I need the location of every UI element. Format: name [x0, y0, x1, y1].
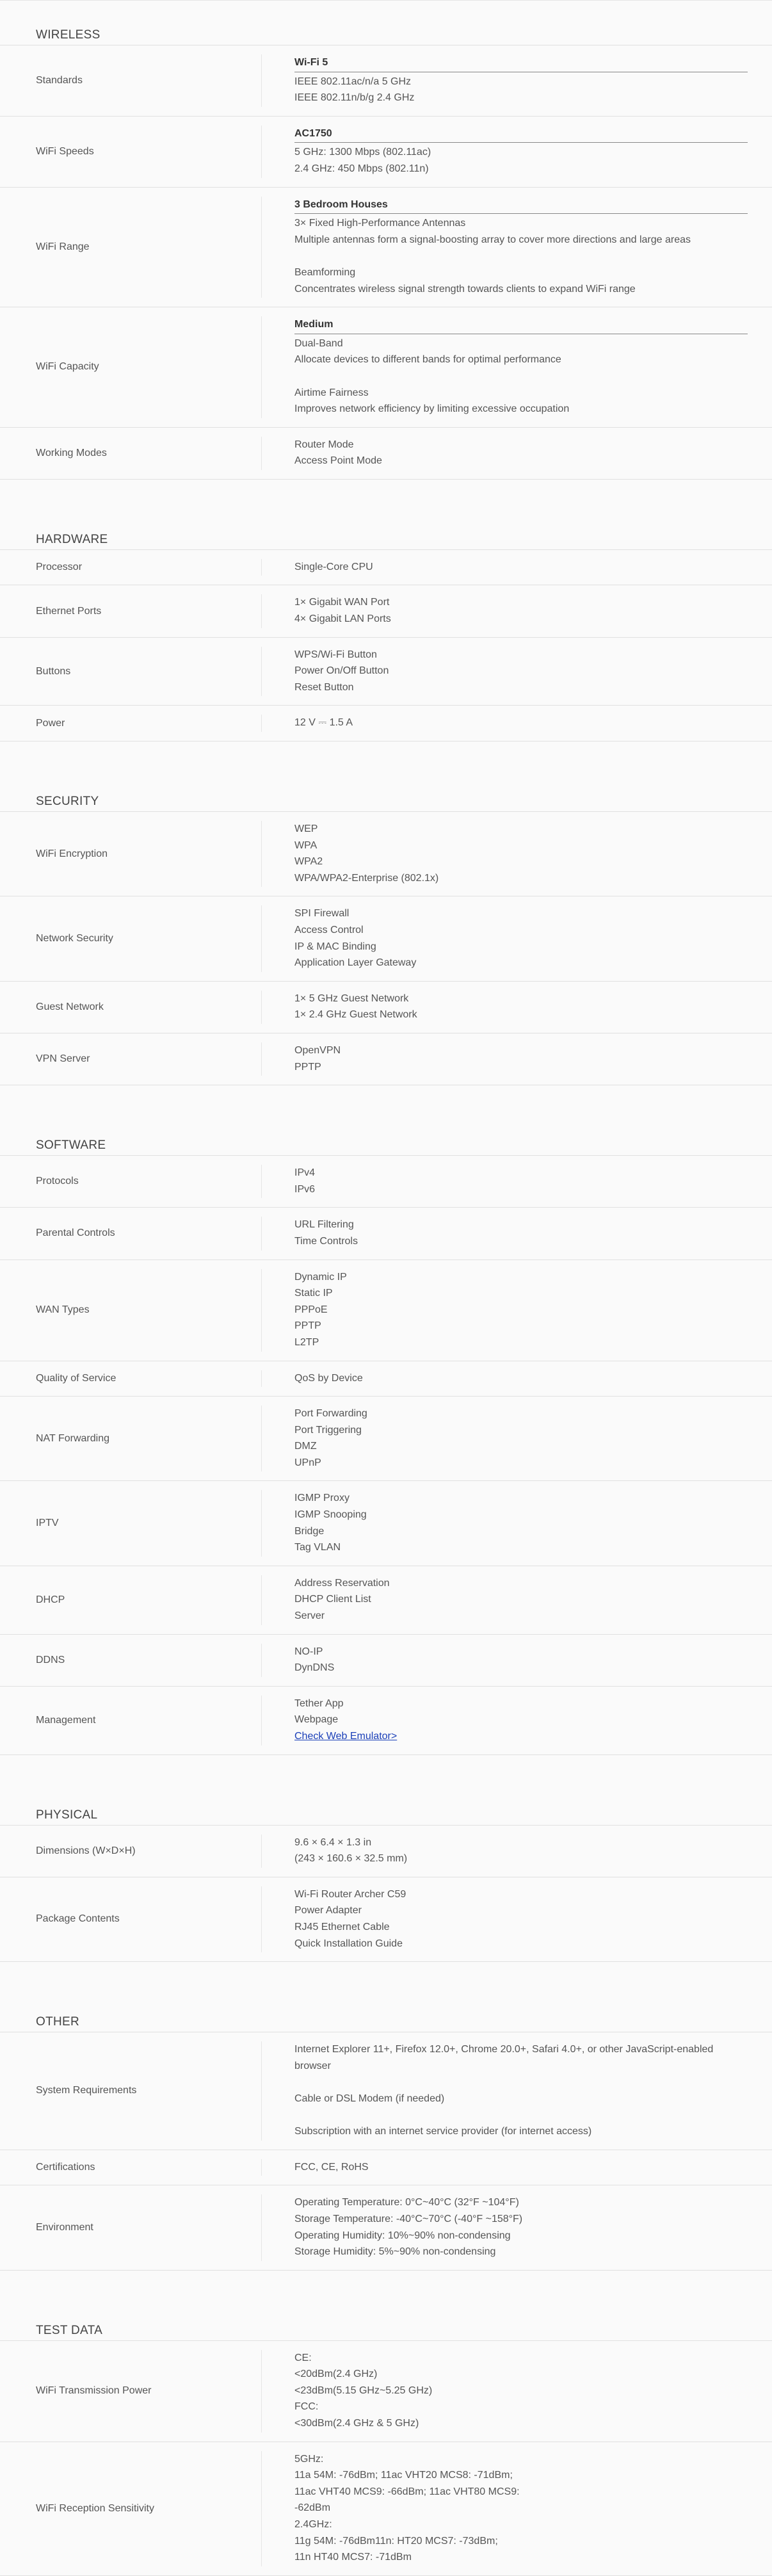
spec-row-guest-network [0, 982, 772, 1033]
value-line: 2.4GHz: [294, 2519, 332, 2531]
spec-row-wifi-transmission-power [0, 2341, 772, 2442]
value-line: Bridge [294, 1525, 325, 1537]
spec-value [262, 307, 772, 427]
value-line: Address Reservation [294, 1577, 390, 1589]
spec-label: WiFi Capacity [36, 361, 99, 373]
spec-value [262, 2150, 772, 2185]
spec-row-quality-of-service [0, 1361, 772, 1397]
spec-row-working-modes [0, 428, 772, 480]
value-line: Tether App [294, 1697, 344, 1709]
spec-row-parental-controls [0, 1208, 772, 1260]
spec-value [262, 896, 772, 980]
value-line: IPv6 [294, 1183, 316, 1195]
spec-label: Dimensions (W×D×H) [36, 1845, 136, 1856]
spec-row-buttons [0, 638, 772, 706]
spec-value [262, 982, 772, 1033]
value-line: Cable or DSL Modem (if needed) [294, 2093, 445, 2104]
section-title: PHYSICAL [0, 1781, 772, 1826]
spec-section-other [0, 1988, 772, 2271]
spec-section-wireless [0, 1, 772, 480]
section-title: OTHER [0, 1988, 772, 2032]
spec-value [262, 1208, 772, 1259]
spec-row-wifi-encryption [0, 812, 772, 896]
value-line: SPI Firewall [294, 908, 350, 919]
spec-row-processor [0, 550, 772, 586]
value-line: 11n HT40 MCS7: -71dBm [294, 2552, 412, 2563]
spec-label: Guest Network [36, 1001, 104, 1012]
spec-value [262, 1361, 772, 1397]
value-line: 11g 54M: -76dBm11n: HT20 MCS7: -73dBm; [294, 2535, 498, 2547]
value-line: Airtime Fairness [294, 387, 369, 398]
section-title: HARDWARE [0, 505, 772, 550]
spec-label: WAN Types [36, 1304, 90, 1316]
spec-value [262, 812, 772, 896]
spec-label: NAT Forwarding [36, 1432, 109, 1444]
value-line: Improves network efficiency by limiting excessive occupation [294, 403, 570, 415]
section-title: SECURITY [0, 767, 772, 812]
spec-label: WiFi Speeds [36, 145, 94, 157]
spec-label: Protocols [36, 1176, 79, 1187]
spec-label: Network Security [36, 933, 113, 944]
value-line: 11a 54M: -76dBm; 11ac VHT20 MCS8: -71dBm; [294, 2470, 513, 2481]
value-line: 1× Gigabit WAN Port [294, 597, 390, 608]
spec-section-hardware [0, 505, 772, 741]
spec-value [262, 1033, 772, 1085]
value-line: 3× Fixed High-Performance Antennas [294, 218, 466, 229]
value-line: IPv4 [294, 1167, 316, 1179]
spec-value [262, 1826, 772, 1877]
value-line: Single-Core CPU [294, 561, 373, 572]
value-heading: Medium [294, 316, 748, 334]
value-line: (243 × 160.6 × 32.5 mm) [294, 1853, 408, 1865]
spec-value [262, 1635, 772, 1686]
value-line [294, 2074, 748, 2091]
value-line: PPTP [294, 1061, 321, 1073]
value-line: Beamforming [294, 266, 356, 278]
section-title: WIRELESS [0, 1, 772, 45]
value-line: <30dBm(2.4 GHz & 5 GHz) [294, 2418, 419, 2429]
value-heading: Wi-Fi 5 [294, 54, 748, 72]
spec-value [262, 1397, 772, 1480]
spec-row-vpn-server [0, 1033, 772, 1085]
spec-section-physical [0, 1781, 772, 1963]
section-title: SOFTWARE [0, 1111, 772, 1156]
spec-row-wifi-range [0, 188, 772, 308]
value-heading: 3 Bedroom Houses [294, 197, 748, 215]
value-line: Power On/Off Button [294, 665, 389, 677]
spec-value [262, 638, 772, 706]
spec-label: Certifications [36, 2162, 95, 2173]
spec-row-wifi-reception-sensitivity [0, 2442, 772, 2576]
value-line: <23dBm(5.15 GHz~5.25 GHz) [294, 2385, 433, 2396]
value-line: FCC, CE, RoHS [294, 2161, 369, 2173]
value-line: PPPoE [294, 1304, 328, 1315]
spec-value [262, 117, 772, 187]
value-line: Webpage [294, 1714, 339, 1726]
value-line: Access Point Mode [294, 455, 382, 467]
value-line: L2TP [294, 1336, 319, 1348]
value-heading: AC1750 [294, 126, 748, 143]
value-line: Server [294, 1610, 325, 1622]
spec-value [262, 550, 772, 585]
value-line: DMZ [294, 1441, 317, 1452]
value-line: Allocate devices to different bands for optimal performance [294, 354, 561, 366]
value-line: 5 GHz: 1300 Mbps (802.11ac) [294, 147, 431, 158]
spec-label: Management [36, 1714, 96, 1726]
spec-label: VPN Server [36, 1053, 90, 1065]
value-line: <20dBm(2.4 GHz) [294, 2369, 378, 2380]
value-line: FCC: [294, 2401, 319, 2413]
spec-label: DDNS [36, 1654, 65, 1665]
value-line: IP & MAC Binding [294, 941, 376, 952]
value-line: NO-IP [294, 1646, 323, 1657]
value-line: Subscription with an internet service provider (for internet access) [294, 2126, 592, 2137]
spec-row-dimensions-w-d-h [0, 1826, 772, 1877]
value-line: DHCP Client List [294, 1594, 371, 1605]
spec-row-package-contents [0, 1877, 772, 1962]
spec-label: WiFi Transmission Power [36, 2385, 152, 2397]
web-emulator-link[interactable]: Check Web Emulator> [294, 1731, 398, 1742]
spec-value [262, 1566, 772, 1634]
spec-label: Environment [36, 2222, 93, 2233]
value-line: Multiple antennas form a signal-boosting array to cover more directions and large areas [294, 234, 691, 245]
value-line: 5GHz: [294, 2453, 324, 2465]
value-line: Storage Temperature: -40°C~70°C (-40°F ~158°F) [294, 2213, 523, 2224]
spec-row-ddns [0, 1635, 772, 1687]
value-line: PPTP [294, 1320, 321, 1332]
value-line: UPnP [294, 1457, 321, 1468]
value-line: 1× 2.4 GHz Guest Network [294, 1009, 417, 1021]
value-line: Static IP [294, 1288, 333, 1299]
value-line: Application Layer Gateway [294, 957, 417, 969]
value-line: Internet Explorer 11+, Firefox 12.0+, Chrome 20.0+, Safari 4.0+, or other JavaScript-enabled browser [294, 2044, 716, 2071]
value-line: Dynamic IP [294, 1271, 347, 1283]
spec-row-iptv [0, 1481, 772, 1566]
value-line: WPS/Wi-Fi Button [294, 649, 377, 660]
value-line: Reset Button [294, 681, 354, 693]
spec-value [262, 2032, 772, 2150]
value-line: RJ45 Ethernet Cable [294, 1921, 390, 1932]
value-line: Router Mode [294, 439, 354, 450]
spec-label: Standards [36, 74, 83, 86]
spec-row-wifi-capacity [0, 307, 772, 428]
value-line: Storage Humidity: 5%~90% non-condensing [294, 2246, 496, 2258]
value-line: CE: [294, 2352, 312, 2363]
value-line [294, 2107, 748, 2124]
spec-label: Package Contents [36, 1913, 120, 1925]
spec-row-dhcp [0, 1566, 772, 1635]
spec-value [262, 1481, 772, 1565]
spec-label: Quality of Service [36, 1372, 117, 1384]
spec-label: Power [36, 717, 65, 729]
spec-value [262, 2185, 772, 2269]
value-line: Wi-Fi Router Archer C59 [294, 1888, 406, 1900]
value-line: Tag VLAN [294, 1542, 341, 1553]
spec-label: WiFi Reception Sensitivity [36, 2502, 154, 2514]
spec-row-nat-forwarding [0, 1397, 772, 1481]
spec-value [262, 428, 772, 479]
spec-row-certifications [0, 2150, 772, 2186]
value-line: Dual-Band [294, 337, 343, 349]
spec-label: Ethernet Ports [36, 605, 102, 617]
spec-label: WiFi Range [36, 241, 90, 252]
spec-value [262, 2442, 772, 2575]
value-line: Operating Humidity: 10%~90% non-condensing [294, 2230, 511, 2241]
spec-value [262, 1156, 772, 1207]
spec-label: Buttons [36, 665, 71, 677]
spec-value [262, 585, 772, 636]
value-line [294, 368, 748, 385]
value-line: WPA [294, 839, 318, 851]
value-line: WPA/WPA2-Enterprise (802.1x) [294, 872, 439, 884]
spec-value [262, 1877, 772, 1961]
value-line: Concentrates wireless signal strength towards clients to expand WiFi range [294, 283, 636, 295]
value-line: WEP [294, 823, 318, 835]
value-line: Operating Temperature: 0°C~40°C (32°F ~104°F) [294, 2197, 519, 2208]
value-line: 1× 5 GHz Guest Network [294, 992, 409, 1004]
spec-value [262, 2341, 772, 2442]
value-line: IEEE 802.11n/b/g 2.4 GHz [294, 92, 415, 104]
value-line: DynDNS [294, 1662, 335, 1674]
value-line: OpenVPN [294, 1044, 341, 1056]
spec-value [262, 188, 772, 307]
spec-row-system-requirements [0, 2032, 772, 2150]
spec-row-protocols [0, 1156, 772, 1208]
spec-label: WiFi Encryption [36, 848, 108, 859]
value-line: 12 V ⎓ 1.5 A [294, 717, 353, 729]
spec-label: Working Modes [36, 447, 107, 458]
value-line: Port Forwarding [294, 1408, 367, 1420]
value-line: Port Triggering [294, 1424, 362, 1436]
spec-value [262, 45, 772, 116]
spec-label: Processor [36, 562, 83, 573]
spec-row-environment [0, 2185, 772, 2270]
value-line: -62dBm [294, 2502, 331, 2514]
spec-row-management [0, 1687, 772, 1755]
value-line: Access Control [294, 925, 364, 936]
value-line [294, 248, 748, 264]
spec-label: DHCP [36, 1594, 65, 1605]
spec-row-power [0, 706, 772, 741]
spec-section-test-data [0, 2296, 772, 2576]
spec-section-security [0, 767, 772, 1085]
spec-row-wan-types [0, 1260, 772, 1361]
spec-value [262, 1260, 772, 1361]
value-line: Quick Installation Guide [294, 1938, 403, 1949]
spec-section-software [0, 1111, 772, 1754]
value-line: IGMP Proxy [294, 1493, 350, 1504]
spec-row-wifi-speeds [0, 117, 772, 188]
spec-label: System Requirements [36, 2085, 137, 2096]
spec-label: Parental Controls [36, 1227, 115, 1239]
spec-row-network-security [0, 896, 772, 981]
value-line [294, 1728, 748, 1745]
section-title: TEST DATA [0, 2296, 772, 2341]
spec-value [262, 1687, 772, 1754]
value-line: IGMP Snooping [294, 1509, 367, 1521]
spec-row-ethernet-ports [0, 585, 772, 637]
value-line: WPA2 [294, 856, 323, 868]
value-line: 2.4 GHz: 450 Mbps (802.11n) [294, 163, 429, 174]
spec-row-standards [0, 45, 772, 117]
value-line: Power Adapter [294, 1905, 362, 1916]
value-line: 9.6 × 6.4 × 1.3 in [294, 1836, 372, 1848]
spec-label: IPTV [36, 1518, 59, 1529]
value-line: 11ac VHT40 MCS9: -66dBm; 11ac VHT80 MCS9: [294, 2486, 520, 2497]
value-line: Time Controls [294, 1235, 358, 1247]
value-line: QoS by Device [294, 1372, 363, 1384]
value-line: IEEE 802.11ac/n/a 5 GHz [294, 76, 412, 87]
value-line: 4× Gigabit LAN Ports [294, 613, 391, 625]
spec-value [262, 706, 772, 741]
value-line: URL Filtering [294, 1219, 354, 1231]
